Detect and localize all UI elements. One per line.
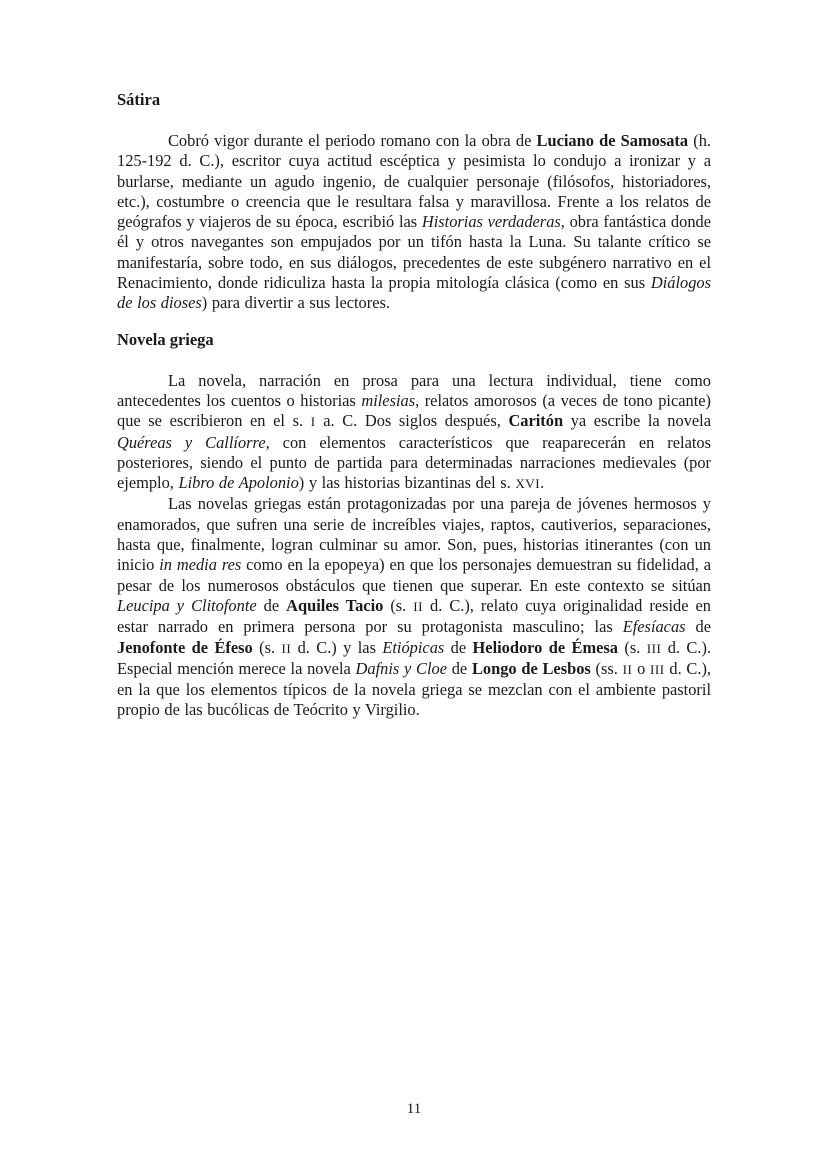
text-run: Cobró vigor durante el periodo romano con la obra de xyxy=(168,131,537,150)
page-content xyxy=(117,90,711,721)
text-run: . xyxy=(540,473,545,493)
text-run: d. C.), relato cuya originalidad reside en estar narrado en primera persona por su protagonista masculino; las xyxy=(117,595,711,637)
text-run: d. C.). Especial mención merece la novela xyxy=(117,637,711,678)
bold-text: Luciano de Samosata xyxy=(536,131,689,150)
text-run: (s. xyxy=(252,637,282,657)
text-run: , relatos amorosos (a veces de tono picante) que se escribieron en el s. xyxy=(117,390,711,431)
smallcaps-text: I xyxy=(310,414,316,430)
section-novela-griega xyxy=(117,330,711,721)
text-run: de xyxy=(446,658,472,678)
text-run: de xyxy=(256,595,287,615)
paragraph-novela-griega-2 xyxy=(117,494,711,720)
text-run: (ss. xyxy=(590,658,623,678)
smallcaps-text: XVI xyxy=(515,476,541,492)
smallcaps-text: III xyxy=(650,661,665,677)
section-heading-satira: Sátira xyxy=(117,90,161,109)
text-run: d. C.), en la que los elementos típicos de la novela griega se mezclan con el ambiente pastoril propio de las bucólicas de Teócrito y Virgilio. xyxy=(117,658,712,720)
italic-text: Leucipa y Clitofonte xyxy=(117,595,257,615)
text-run: (s. xyxy=(383,595,414,615)
smallcaps-text: II xyxy=(413,598,424,614)
section-satira xyxy=(117,90,711,314)
italic-text: Historias verdaderas xyxy=(421,212,561,232)
paragraph-novela-griega-1 xyxy=(117,371,711,495)
text-run: ) para divertir a sus lectores. xyxy=(201,293,390,313)
bold-text: Caritón xyxy=(508,411,564,431)
page-number: 11 xyxy=(406,1101,422,1117)
text-run: como en la epopeya) en que los personajes demuestran su fidelidad, a pesar de los numerosos obstáculos que tienen que superar. En este contexto se sitúan xyxy=(117,555,711,595)
smallcaps-text: II xyxy=(281,640,292,656)
paragraph-satira xyxy=(117,131,711,314)
bold-text: Heliodoro de Émesa xyxy=(472,637,618,657)
text-run: ya escribe la novela xyxy=(563,411,712,431)
italic-text: Quéreas y Callíorre xyxy=(117,432,266,452)
italic-text: Efesíacas xyxy=(622,617,686,637)
smallcaps-text: III xyxy=(646,640,662,656)
text-run: (s. xyxy=(617,637,647,657)
italic-text: Etiópicas xyxy=(382,637,445,657)
text-run: La novela, narración en prosa para una lectura individual, tiene como antecedentes los cuentos o historias xyxy=(117,370,711,410)
bold-text: Longo de Lesbos xyxy=(471,658,591,678)
bold-text: Aquiles Tacio xyxy=(286,595,384,615)
text-run: Las novelas griegas están protagonizadas por una pareja de jóvenes hermosos y enamorados, que sufren una serie de increíbles viajes, raptos, cautiverios, separaciones, hasta que, finalmente, logran culminar su amor. Son, pues, historias itinerantes (con un inicio xyxy=(117,494,711,575)
italic-text: Libro de Apolonio xyxy=(178,473,299,493)
text-run: (h. 125-192 d. C.), escritor cuya actitud escéptica y pesimista lo condujo a ironizar y a burlarse, mediante un agudo ingenio, de cualquier personaje (filósofos, historiadores, etc.), costumbre o creencia que le resultara falsa y maravillosa. Frente a los relatos de geógrafos y viajeros de su época, escribió las xyxy=(117,131,711,232)
section-heading-novela-griega: Novela griega xyxy=(117,329,214,349)
italic-text: Diálogos de los dioses xyxy=(117,273,711,313)
bold-text: Jenofonte de Éfeso xyxy=(117,637,253,657)
text-run: a. C. Dos siglos después, xyxy=(315,411,509,431)
text-run: o xyxy=(632,658,651,678)
text-run: de xyxy=(685,617,711,637)
text-run: , obra fantástica donde él y otros navegantes son empujados por un tifón hasta la Luna. Su talante crítico se manifestaría, sobre todo, en sus diálogos, precedentes de este subgénero narrativo en el Renacimiento, donde ridiculiza hasta la propia mitología clásica (como en sus xyxy=(117,212,711,293)
text-run: de xyxy=(444,637,473,657)
smallcaps-text: II xyxy=(622,661,633,677)
italic-text: in media res xyxy=(159,555,242,575)
italic-text: Dafnis y Cloe xyxy=(355,658,447,678)
text-run: d. C.) y las xyxy=(291,637,383,657)
italic-text: milesias xyxy=(361,390,416,410)
text-run: , con elementos característicos que reaparecerán en relatos posteriores, siendo el punto de partida para determinadas narraciones medievales (por ejemplo, xyxy=(117,432,711,493)
text-run: ) y las historias bizantinas del s. xyxy=(298,473,516,493)
